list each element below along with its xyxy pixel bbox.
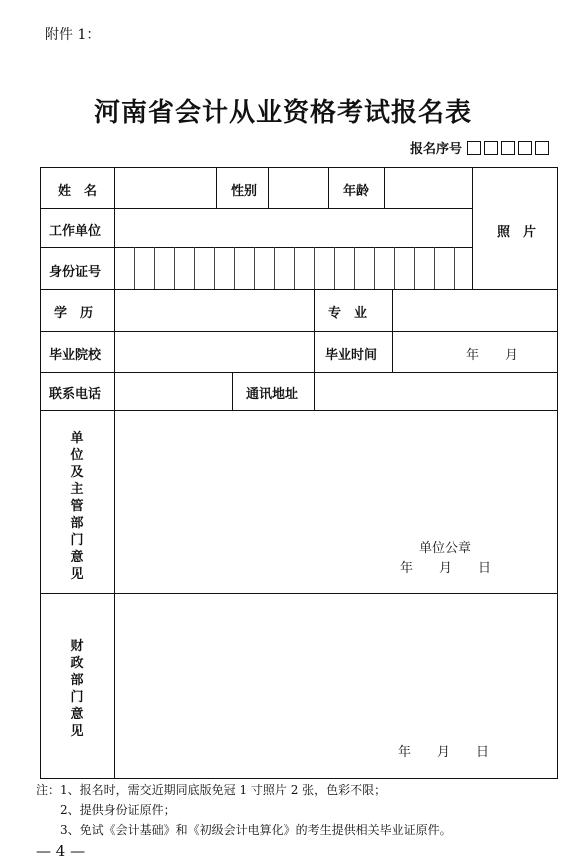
registration-number-label: 报名序号 <box>409 142 462 157</box>
registration-digit-box[interactable] <box>535 141 549 155</box>
finance-opinion-label: 财政部门意见 <box>70 639 84 739</box>
registration-digit-box[interactable] <box>501 141 515 155</box>
graduation-year-month: 年 月 <box>466 348 519 363</box>
unit-opinion-date: 年 月 日 <box>400 561 492 576</box>
address-label: 通讯地址 <box>246 387 299 402</box>
attachment-label: 附件 1： <box>45 27 101 43</box>
registration-digit-box[interactable] <box>518 141 532 155</box>
education-label: 学 历 <box>54 306 94 321</box>
registration-digit-box[interactable] <box>484 141 498 155</box>
form-title: 河南省会计从业资格考试报名表 <box>93 98 472 128</box>
form-notes <box>36 780 452 840</box>
major-label: 专 业 <box>328 306 368 321</box>
gender-label: 性别 <box>231 184 258 199</box>
note-item: 注：1、报名时，需交近期同底版免冠 1 寸照片 2 张，色彩不限； <box>36 783 387 797</box>
photo-label: 照 片 <box>497 225 537 240</box>
graduation-time-label: 毕业时间 <box>325 348 378 363</box>
school-label: 毕业院校 <box>49 348 102 363</box>
finance-opinion-date: 年 月 日 <box>398 745 490 760</box>
registration-digit-box[interactable] <box>467 141 481 155</box>
phone-label: 联系电话 <box>49 387 102 402</box>
age-label: 年龄 <box>343 184 370 199</box>
id-number-label: 身份证号 <box>49 265 102 280</box>
page-number: — 4 — <box>36 842 86 860</box>
unit-opinion-label: 单位及主管部门意见 <box>70 431 84 582</box>
name-label: 姓 名 <box>58 184 98 199</box>
registration-number <box>410 138 549 157</box>
note-item: 3、免试《会计基础》和《初级会计电算化》的考生提供相关毕业证原件。 <box>60 823 452 837</box>
unit-seal-label: 单位公章 <box>419 541 472 556</box>
workplace-label: 工作单位 <box>49 224 102 239</box>
note-item: 2、提供身份证原件； <box>60 803 176 817</box>
